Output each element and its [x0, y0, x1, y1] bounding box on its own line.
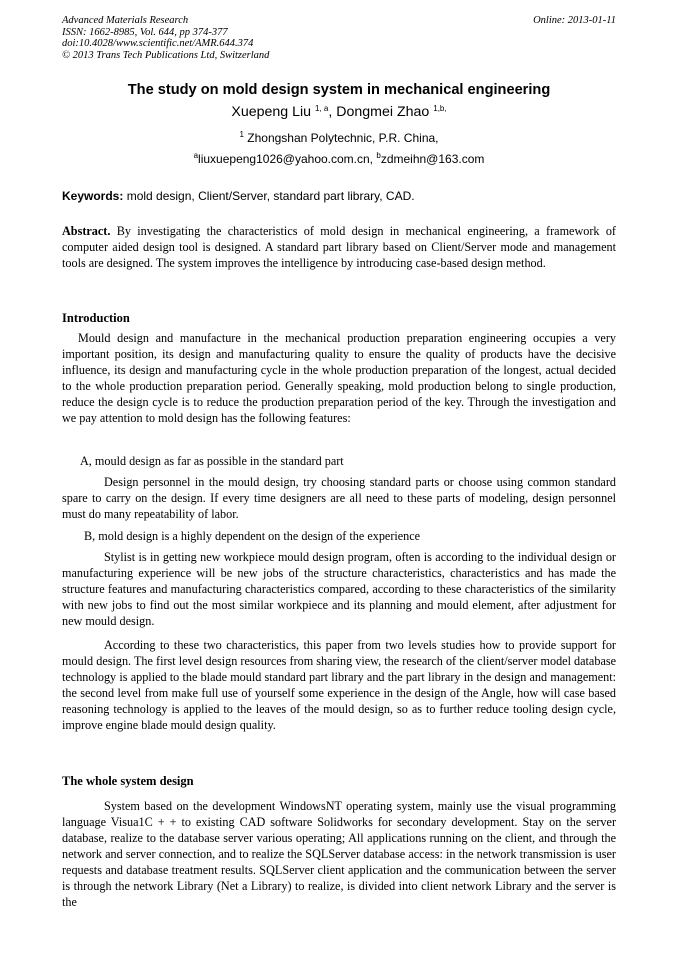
heading-introduction: Introduction [62, 311, 130, 325]
author-list [0, 104, 678, 120]
intro-item-b: B, mold design is a highly dependent on the design of the experience [84, 529, 421, 543]
heading-whole-system-design: The whole system design [62, 774, 194, 788]
affiliation-text: Zhongshan Polytechnic, P.R. China, [243, 131, 439, 145]
email-a: liuxuepeng1026@yahoo.com.cn, [198, 152, 377, 166]
intro-item-a: A, mould design as far as possible in the standard part [80, 454, 344, 468]
email-b: zdmeihn@163.com [380, 152, 485, 166]
author-separator: , [328, 104, 337, 120]
intro-paragraph-4 [62, 637, 616, 733]
paper-title: The study on mold design system in mechanical engineering [127, 82, 551, 98]
intro-p2-text: Design personnel in the mould design, try choosing standard parts or choose using common standard spare to carry on the design. If every time designers are all need to these parts of modeling, design personnel must do many repeatability of labor. [62, 475, 616, 521]
online-date: Online: 2013-01-11 [533, 15, 616, 26]
keywords-text: mold design, Client/Server, standard part library, CAD. [123, 189, 415, 203]
intro-p4-text: According to these two characteristics, this paper from two levels studies how to provide support for mould design. The first level design resources from sharing view, the research of the client/server model database technology is applied to the blade mould standard part library and the part library in the design and management: the second level from make full use of yourself some experience in the design of the Angle, how will case based reasoning technology is applied to the leaves of the mould design, so as to further reduce tooling design cycle, improve engine blade mould design quality. [62, 638, 616, 732]
abstract-text: By investigating the characteristics of mold design in mechanical engineering, a framework of computer aided design tool is designed. A standard part library based on Client/Server mode and management tools are designed. The system improves the intelligence by introducing case-based design method. [62, 224, 616, 270]
author-1-marks: 1, a [315, 104, 329, 113]
journal-header [62, 15, 269, 61]
keywords-label: Keywords: [62, 189, 124, 203]
intro-paragraph-2 [62, 474, 616, 522]
issn-line: ISSN: 1662-8985, Vol. 644, pp 374-377 [62, 26, 228, 38]
abstract-label: Abstract. [62, 224, 111, 238]
intro-paragraph-3 [62, 549, 616, 629]
author-2-marks: 1,b, [433, 104, 447, 113]
affiliation-mark: 1 [239, 130, 244, 139]
author-2: Dongmei Zhao [336, 104, 434, 120]
author-1: Xuepeng Liu [231, 104, 316, 120]
email-b-mark: b [376, 151, 381, 160]
system-paragraph-1 [62, 798, 616, 910]
intro-p3-text: Stylist is in getting new workpiece mould design program, often is according to the individual design or manufacturing experience will be new jobs of the structure characteristics, characteristics and has made the structure features and manufacturing characteristics compared, according to these characteristics of the similarity with new jobs to find out the most similar workpiece and its planning and mould element, after adjustment for new mould design. [62, 550, 616, 628]
keywords [62, 189, 415, 203]
author-emails [0, 152, 678, 166]
intro-paragraph-1 [62, 330, 616, 426]
journal-name: Advanced Materials Research [62, 15, 189, 26]
abstract [62, 223, 616, 271]
doi-line: doi:10.4028/www.scientific.net/AMR.644.374 [62, 38, 254, 50]
intro-p1-text: Mould design and manufacture in the mechanical production preparation engineering occupies a very important position, its design and manufacturing quality to ensure the quality of products have the decisive influence, its design and manufacturing cycle in the whole production preparation of the longest, actual decided to the whole production preparation period. Generally speaking, mold production belong to single production, reduce the design cycle is to reduce the production preparation period of the key. Through the investigation and we pay attention to mold design has the following features: [62, 331, 616, 425]
email-a-mark: a [193, 151, 199, 160]
copyright-line: © 2013 Trans Tech Publications Ltd, Switzerland [62, 49, 270, 61]
affiliation [0, 131, 678, 145]
system-p1-text: System based on the development WindowsNT operating system, mainly use the visual programming language Visua1C + + to existing CAD software Solidworks for secondary development. Stay on the server database, realize to the database server various operating; All applications running on the client, and through the network and server connection, and to realize the SQLServer database access: in the network transmission is user requests and database treatment results. SQLServer client application and the communication between the server is through the network Library (Net a Library) to realize, is divided into client network Library and the server is the [62, 799, 616, 909]
